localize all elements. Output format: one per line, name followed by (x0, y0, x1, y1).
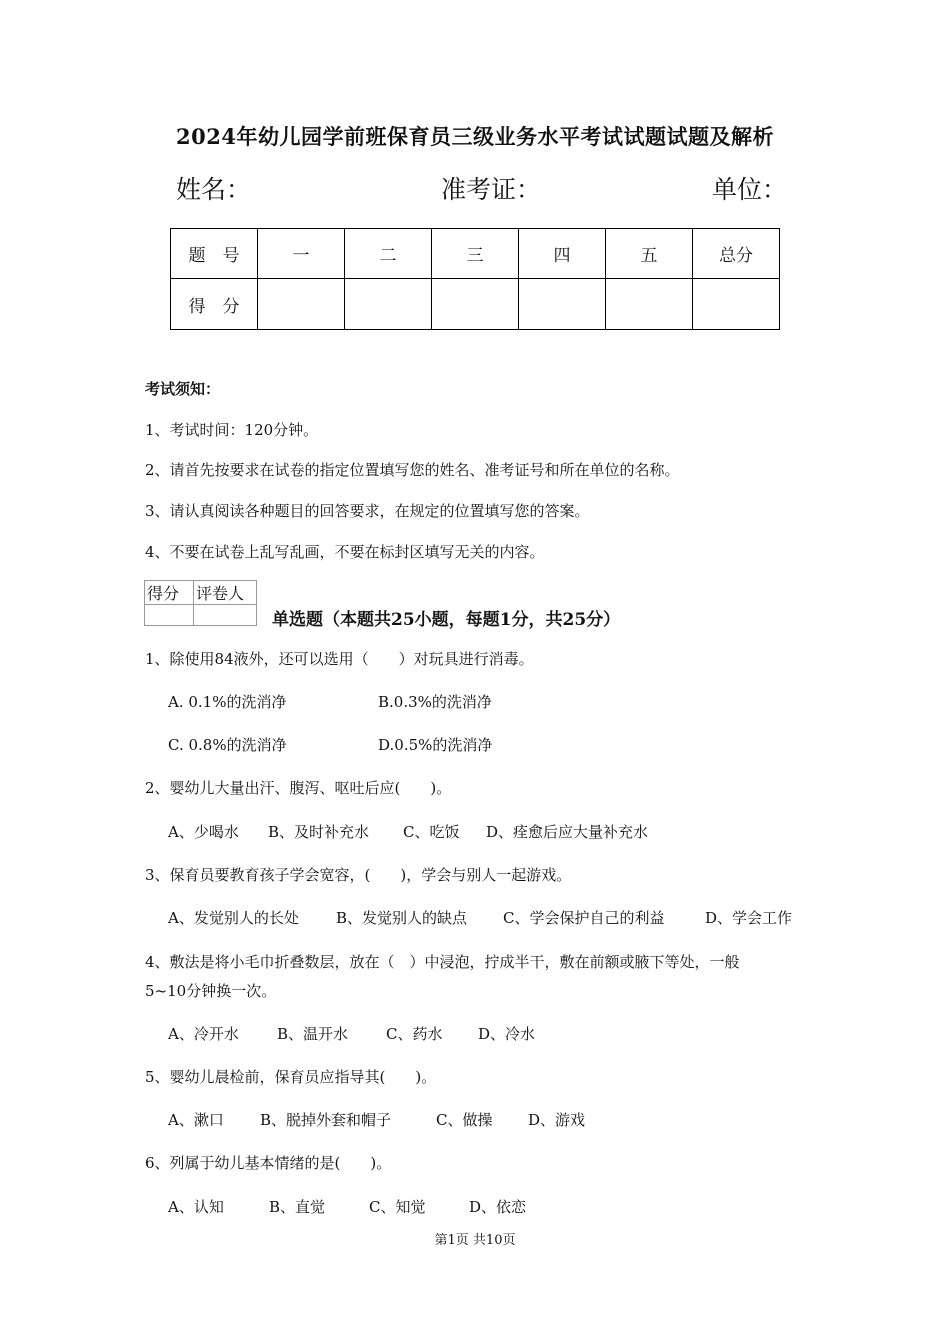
option-a: A、少喝水 (168, 823, 239, 841)
option-c: C. 0.8%的洗消净 (168, 736, 287, 754)
option-c: C、吃饭 (403, 823, 460, 841)
grader-score-label: 得分 (145, 581, 194, 605)
option-b: B、发觉别人的缺点 (336, 909, 468, 927)
option-b: B、及时补充水 (268, 823, 370, 841)
page-title: 2024年幼儿园学前班保育员三级业务水平考试试题试题及解析 (176, 124, 774, 149)
exam-number-label: 准考证： (441, 175, 542, 204)
option-c: C、学会保护自己的利益 (503, 909, 665, 927)
score-cell-3 (432, 279, 519, 330)
option-d: D、冷水 (478, 1025, 536, 1043)
notice-item: 1、考试时间：120分钟。 (145, 421, 319, 439)
option-b: B、直觉 (269, 1198, 326, 1216)
score-row-label: 得 分 (171, 279, 258, 330)
score-header-1: 一 (258, 229, 345, 279)
option-a: A、漱口 (168, 1111, 224, 1129)
option-c: C、做操 (436, 1111, 493, 1129)
score-header-5: 五 (606, 229, 693, 279)
score-table-header-row (171, 229, 780, 279)
question-stem: 5、婴幼儿晨检前，保育员应指导其( )。 (145, 1068, 437, 1086)
score-header-2: 二 (345, 229, 432, 279)
option-d: D、依恋 (469, 1198, 527, 1216)
question-stem: 6、列属于幼儿基本情绪的是( )。 (145, 1154, 392, 1172)
option-d: D、痊愈后应大量补充水 (486, 823, 649, 841)
option-a: A、冷开水 (168, 1025, 239, 1043)
score-header-3: 三 (432, 229, 519, 279)
option-a: A、发觉别人的长处 (168, 909, 299, 927)
option-c: C、知觉 (369, 1198, 426, 1216)
question-stem: 4、敷法是将小毛巾折叠数层，放在（ ）中浸泡，拧成半干，敷在前额或腋下等处，一般 (145, 953, 740, 971)
grader-header-row (145, 581, 257, 605)
option-d: D.0.5%的洗消净 (378, 736, 493, 754)
grader-name-label: 评卷人 (194, 581, 257, 605)
option-d: D、学会工作 (705, 909, 793, 927)
question-stem: 2、婴幼儿大量出汗、腹泻、呕吐后应( )。 (145, 779, 452, 797)
score-header-4: 四 (519, 229, 606, 279)
score-cell-total (693, 279, 780, 330)
section-title: 单选题（本题共25小题，每题1分，共25分） (272, 610, 621, 630)
score-cell-4 (519, 279, 606, 330)
unit-label: 单位： (712, 175, 788, 204)
option-d: D、游戏 (528, 1111, 586, 1129)
score-cell-2 (345, 279, 432, 330)
notice-item: 4、不要在试卷上乱写乱画，不要在标封区填写无关的内容。 (145, 543, 545, 561)
option-a: A. 0.1%的洗消净 (168, 693, 287, 711)
option-b: B、温开水 (277, 1025, 349, 1043)
notice-item: 3、请认真阅读各种题目的回答要求，在规定的位置填写您的答案。 (145, 502, 590, 520)
option-a: A、认知 (168, 1198, 224, 1216)
notice-title: 考试须知： (145, 380, 221, 398)
question-stem: 3、保育员要教育孩子学会宽容，( )，学会与别人一起游戏。 (145, 866, 572, 884)
option-b: B.0.3%的洗消净 (378, 693, 492, 711)
score-cell-5 (606, 279, 693, 330)
grader-score-cell (145, 605, 194, 626)
grader-name-cell (194, 605, 257, 626)
option-c: C、药水 (386, 1025, 443, 1043)
score-header-label: 题 号 (171, 229, 258, 279)
score-table-score-row (171, 279, 780, 330)
score-cell-1 (258, 279, 345, 330)
page-footer: 第1页 共10页 (434, 1233, 516, 1248)
question-stem: 1、除使用84液外，还可以选用（ ）对玩具进行消毒。 (145, 650, 534, 668)
grader-blank-row (145, 605, 257, 626)
question-stem-continued: 5~10分钟换一次。 (145, 982, 277, 1000)
grader-table (144, 580, 257, 626)
notice-item: 2、请首先按要求在试卷的指定位置填写您的姓名、准考证号和所在单位的名称。 (145, 461, 680, 479)
option-b: B、脱掉外套和帽子 (260, 1111, 392, 1129)
score-header-total: 总分 (693, 229, 780, 279)
score-table (170, 228, 780, 330)
name-label: 姓名： (176, 175, 252, 204)
